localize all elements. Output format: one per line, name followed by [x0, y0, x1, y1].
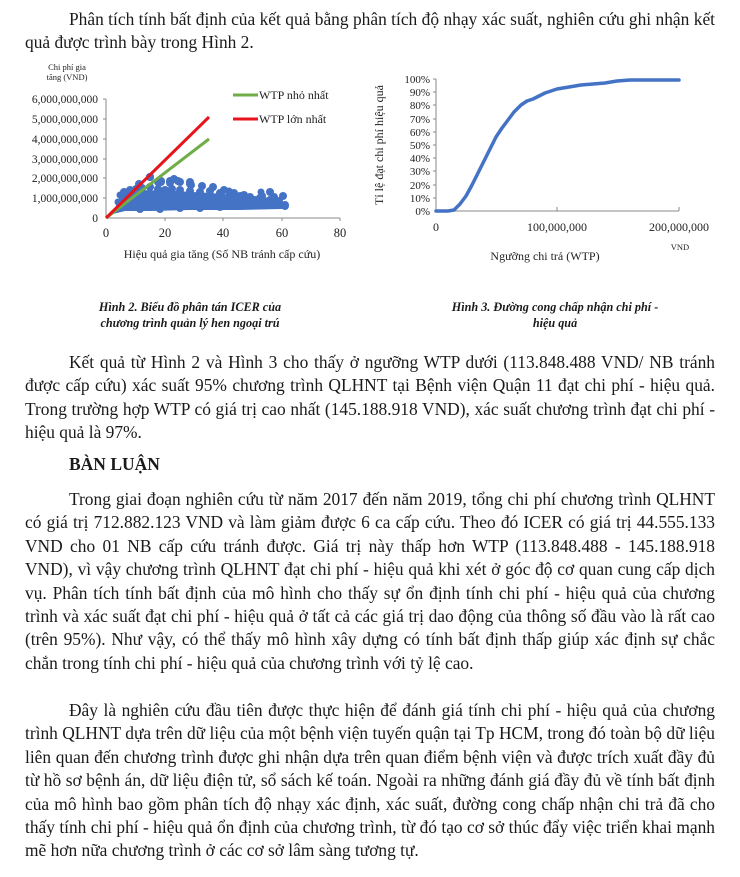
discussion-paragraph-2 [25, 699, 715, 863]
y-tick: 3,000,000,000 [31, 154, 98, 166]
y-tick: 5,000,000,000 [31, 114, 98, 126]
figure3-y-title: Tỉ lệ đạt chi phí hiệu quả [372, 85, 386, 205]
figure3-x-unit: VND [670, 242, 690, 252]
figure2-x-tick-labels [103, 226, 346, 240]
y-tick: 6,000,000,000 [31, 94, 98, 106]
x-tick: 40 [216, 226, 230, 240]
intro-paragraph [25, 8, 715, 55]
y-tick: 1,000,000,000 [31, 193, 98, 205]
figure3-ceac-chart [360, 60, 740, 270]
legend-label-wtp-min: WTP nhỏ nhất [259, 88, 329, 102]
y-tick: 70% [409, 114, 430, 126]
y-tick: 0 [92, 213, 98, 225]
x-tick: 20 [158, 226, 172, 240]
figure2-caption [55, 299, 325, 331]
x-tick: 200,000,000 [649, 220, 709, 234]
figure3-caption-line1: Hình 3. Đường cong chấp nhận chi phí - [451, 300, 659, 314]
results-paragraph [25, 351, 715, 445]
y-tick: 60% [409, 127, 430, 139]
figure3-x-title: Ngưỡng chi trả (WTP) [490, 249, 600, 263]
figure2-legend [233, 88, 329, 126]
figure2-y-title-line1: Chi phí gia [48, 62, 86, 72]
section-heading-discussion: BÀN LUẬN [69, 454, 160, 474]
figure2-y-title-line2: tăng (VND) [46, 72, 88, 82]
figure2-y-tick-labels [32, 94, 98, 225]
results-text: Kết quả từ Hình 2 và Hình 3 cho thấy ở ngưỡng WTP dưới (113.848.488 VND/ NB tránh được cấp cứu) xác suất 95% chương trình QLHNT tại Bệnh viện Quận 11 đạt chi phí - hiệu quả. Trong trường hợp WTP có giá trị cao nhất (145.188.918 VND), xác suất chương trình đạt chi phí - hiệu quả là 97%. [25, 352, 715, 443]
figure2-caption-line1: Hình 2. Biểu đồ phân tán ICER của [98, 300, 282, 314]
figure2-caption-line2: chương trình quản lý hen ngoại trú [100, 316, 280, 330]
figure2-x-title: Hiệu quả gia tăng (Số NB tránh cấp cứu) [123, 247, 321, 261]
intro-text: Phân tích tính bất định của kết quả bằng phân tích độ nhạy xác suất, nghiên cứu ghi nhận kết quả được trình bày trong Hình 2. [25, 9, 715, 53]
y-tick: 50% [409, 140, 430, 152]
y-tick: 4,000,000,000 [31, 134, 98, 146]
figure2-scatter-chart [0, 58, 370, 278]
x-tick: 60 [275, 226, 289, 240]
discussion-text-2: Đây là nghiên cứu đầu tiên được thực hiện để đánh giá tính chi phí - hiệu quả của chương trình QLHNT dựa trên dữ liệu của một bệnh viện tuyến quận tại Tp HCM, trong đó toàn bộ dữ liệu liên quan đến chương trình được ghi nhận dựa trên quan điểm bệnh viện và được trích xuất đầy đủ từ hồ sơ bệnh án, dữ liệu điện tử, sổ sách kế toán. Ngoài ra những đánh giá đầy đủ về tính bất định của mô hình bao gồm phân tích độ nhạy xác định, xác suất, đường cong chấp nhận chi trả đã cho thấy tính chi phí - hiệu quả ổn định của chương trình, từ đó tạo cơ sở thúc đẩy việc triển khai mạnh mẽ hơn nữa chương trình ở các cơ sở lâm sàng tương tự. [25, 700, 715, 861]
y-tick: 10% [409, 193, 430, 205]
figure3-ceac-line [436, 80, 679, 211]
x-tick: 80 [333, 226, 347, 240]
y-tick: 100% [404, 74, 430, 86]
figure3-caption-line2: hiệu quả [532, 316, 578, 330]
figure3-x-ticks [557, 207, 679, 211]
y-tick: 30% [409, 166, 430, 178]
figure3-y-tick-labels [404, 74, 430, 218]
x-tick: 0 [433, 220, 439, 234]
y-tick: 40% [409, 153, 430, 165]
y-tick: 0% [415, 206, 430, 218]
y-tick: 80% [409, 100, 430, 112]
discussion-paragraph-1 [25, 488, 715, 675]
legend-label-wtp-max: WTP lớn nhất [259, 112, 327, 126]
y-tick: 90% [409, 87, 430, 99]
figure3-x-tick-labels [433, 220, 709, 234]
x-tick: 0 [102, 226, 110, 240]
discussion-text-1: Trong giai đoạn nghiên cứu từ năm 2017 đến năm 2019, tổng chi phí chương trình QLHNT có giá trị 712.882.123 VND và làm giảm được 6 ca cấp cứu. Theo đó ICER có giá trị 44.555.133 VND cho 01 NB cấp cứu tránh được. Giá trị này thấp hơn WTP (113.848.488 - 145.188.918 VND), vì vậy chương trình QLHNT đạt chi phí - hiệu quả khi xét ở góc độ cơ quan cung cấp dịch vụ. Phân tích tính bất định của mô hình cho thấy sự ổn định tính chi phí - hiệu quả của chương trình và xác suất đạt chi phí - hiệu quả ở tất cả các giá trị dao động của thông số đầu vào là rất cao (trên 95%). Như vậy, có thể thấy mô hình xây dựng có tính bất định thấp giúp xác định sự chắc chắn trong tính chi phí - hiệu quả của chương trình với tỷ lệ cao. [25, 489, 715, 673]
y-tick: 2,000,000,000 [31, 173, 98, 185]
y-tick: 20% [409, 180, 430, 192]
x-tick: 100,000,000 [527, 220, 587, 234]
figure3-caption [415, 299, 695, 331]
